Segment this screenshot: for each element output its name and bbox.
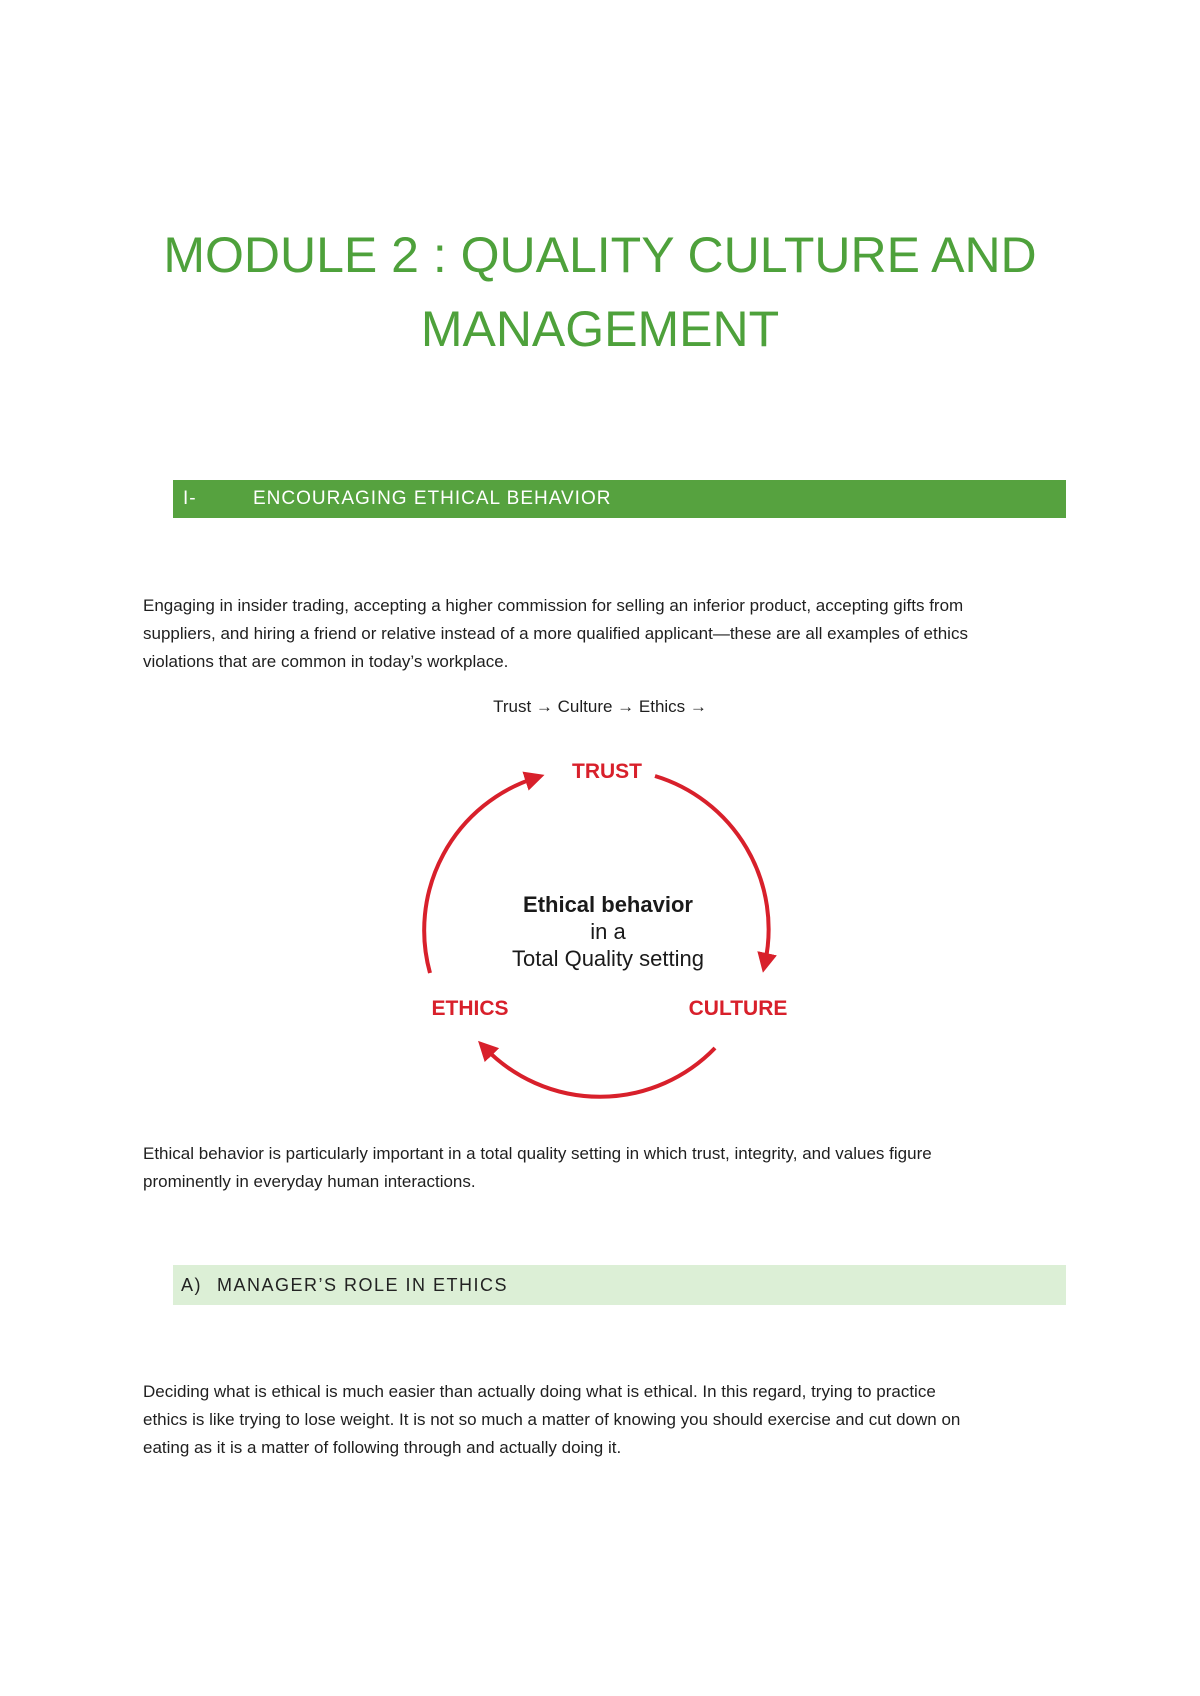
paragraph-line: violations that are common in today’s workplace.: [143, 652, 509, 671]
diagram-center-line-2: in a: [590, 919, 626, 944]
trust-culture-ethics-flow: Trust → Culture → Ethics →: [493, 697, 707, 716]
subsection-heading: MANAGER’S ROLE IN ETHICS: [217, 1274, 509, 1295]
subsection-heading-bar: [173, 1265, 1066, 1305]
diagram-center-line-3: Total Quality setting: [512, 946, 704, 971]
cycle-arrow-culture-to-ethics: [485, 1048, 715, 1097]
paragraph-line: Ethical behavior is particularly important in a total quality setting in which trust, integrity, and values figure: [143, 1144, 932, 1163]
section-heading-bar: [173, 480, 1066, 518]
trust-label: TRUST: [572, 760, 642, 783]
manager-role-paragraph: [143, 1378, 1068, 1462]
section-heading: ENCOURAGING ETHICAL BEHAVIOR: [253, 488, 612, 509]
paragraph-line: ethics is like trying to lose weight. It is not so much a matter of knowing you should exercise and cut down on: [143, 1410, 961, 1429]
cycle-arrow-ethics-to-trust: [424, 778, 535, 973]
module-title: [0, 218, 1200, 366]
subsection-number: A): [181, 1274, 202, 1295]
module-title-line-2: MANAGEMENT: [420, 301, 780, 357]
paragraph-line: suppliers, and hiring a friend or relative instead of a more qualified applicant—these are all examples of ethics: [143, 624, 968, 643]
section-number: I-: [183, 488, 197, 509]
module-title-line-1: MODULE 2 : QUALITY CULTURE AND: [163, 227, 1037, 283]
ethics-importance-paragraph: [143, 1140, 1068, 1196]
cycle-arrow-trust-to-culture: [655, 776, 769, 963]
ethics-cycle-diagram: [400, 748, 820, 1118]
paragraph-line: Deciding what is ethical is much easier than actually doing what is ethical. In this regard, trying to practice: [143, 1382, 936, 1401]
paragraph-line: eating as it is a matter of following through and actually doing it.: [143, 1438, 622, 1457]
diagram-center-title: Ethical behavior: [523, 892, 693, 917]
paragraph-line: Engaging in insider trading, accepting a higher commission for selling an inferior product, accepting gifts from: [143, 596, 964, 615]
culture-label: CULTURE: [688, 997, 788, 1020]
paragraph-line: prominently in everyday human interactions.: [143, 1172, 476, 1191]
ethics-label: ETHICS: [431, 997, 509, 1020]
intro-paragraph: [143, 592, 1068, 676]
